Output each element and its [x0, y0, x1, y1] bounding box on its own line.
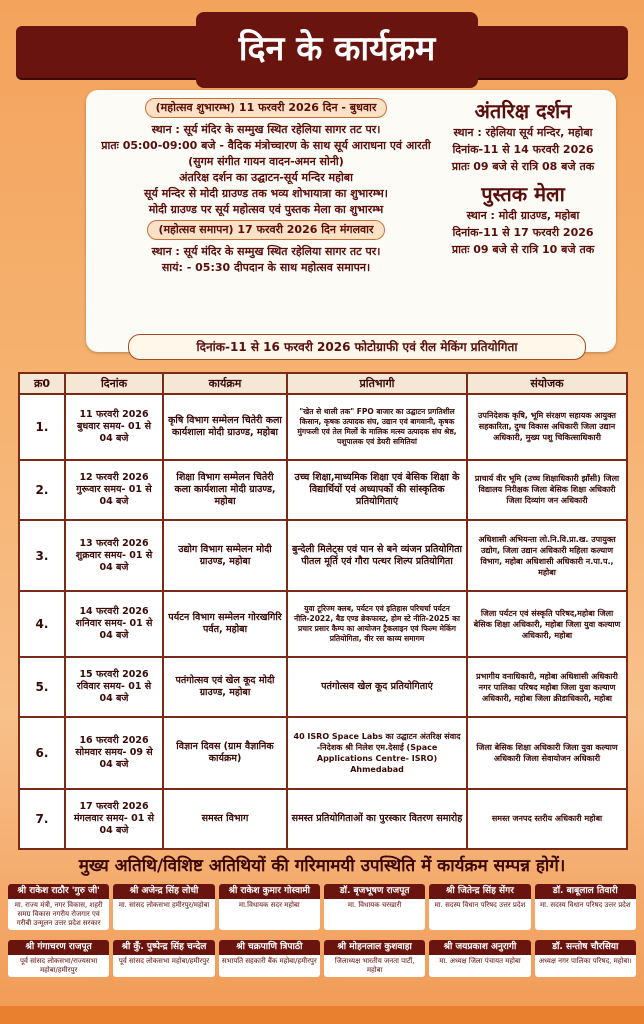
row-participants: पतंगोत्सव खेल कूद प्रतियोगिताएं	[287, 657, 467, 717]
guest-desc: मा. राज्य मंत्री, नगर विकास, शहरी समग्र विकास नगरीय रोजगार एवं गरीबी उन्मूलन उत्तर प्रदेश सरकार	[14, 901, 103, 927]
row-coordinator: समस्त जनपद स्तरीय अधिकारी महोबा	[467, 789, 627, 849]
row-number: 2.	[19, 460, 65, 520]
row-program: पर्यटन विभाग सम्मेलन गोरखगिरि पर्वत, महोबा	[163, 591, 287, 657]
side-events-block	[434, 98, 612, 258]
table-row	[19, 394, 627, 460]
guest-card	[429, 884, 530, 930]
guest-name: श्री कुँ. पुष्पेन्द्र सिंह चन्देल	[113, 940, 214, 955]
row-participants: "खेत से थाली तक" FPO बाजार का उद्घाटन प्रगतिशील किसान, कृषक उत्पादक संघ, उद्यान एवं बागवानी, कृषक मुंगफली एवं तेल मिलों के मालिक मत्स्य उत्पादक संघ श्रेष्ठ, पशुपालक एवं डेयरी समितियां	[287, 394, 467, 460]
row-date: 14 फरवरी 2026 शनिवार समय- 01 से 04 बजे	[65, 591, 163, 657]
guest-card	[8, 884, 109, 930]
guest-card	[535, 884, 636, 930]
bottom-bar	[0, 1006, 644, 1024]
closing-line: स्थान : सूर्य मंदिर के सम्मुख स्थित रहेलिया सागर तट पर।	[151, 245, 381, 258]
guest-name: श्री जयप्रकाश अनुरागी	[429, 940, 530, 955]
row-coordinator: जिला पर्यटन एवं संस्कृति परिषद,महोबा जिला बेसिक शिक्षा अधिकारी, महोबा जिला युवा कल्याण अधिकारी, महोबा	[467, 591, 627, 657]
guest-desc: पूर्व सांसद लोकसभा महोबा/हमीरपुर	[118, 957, 210, 965]
schedule-table	[18, 372, 628, 850]
row-program: उद्योग विभाग सम्मेलन मोदी ग्राउण्ड, महोबा	[163, 520, 287, 592]
row-date: 16 फरवरी 2026 सोमवार समय- 09 से 04 बजे	[65, 717, 163, 789]
row-participants: उच्च शिक्षा,माध्यमिक शिक्षा एवं बेसिक शिक्षा के विद्यार्थियों एवं अध्यापकों की सांस्कृतिक प्रतियोगिताएं	[287, 460, 467, 520]
guests-heading: मुख्य अतिथि/विशिष्ट अतिथियों की गरिमामयी उपस्थिति में कार्यक्रम सम्पन्न होगें।	[78, 856, 566, 876]
guest-desc: मा. सदस्य विधान परिषद उत्तर प्रदेश	[539, 901, 631, 909]
row-coordinator: उपनिदेशक कृषि, भूमि संरक्षण सहायक आयुक्त सहकारिता, दुग्ध विकास अधिकारी जिला उद्यान अधिकारी, मुख्य पशु चिकित्साधिकारी	[467, 394, 627, 460]
guest-card	[113, 884, 214, 930]
opening-pill: (महोत्सव शुभारम्भ) 11 फरवरी 2026 दिन - बुधवार	[145, 98, 388, 118]
row-number: 3.	[19, 520, 65, 592]
guest-desc: मा. अध्यक्ष जिला पंचायत महोबा	[439, 957, 521, 965]
row-coordinator: प्रभागीय वनाधिकारी, महोबा अधिशासी अधिकारी नगर पालिका परिषद महोबा जिला युवा कल्याण अधिकारी, महोबा जिला क्रीडाधिकारी, महोबा	[467, 657, 627, 717]
guests-row-1	[8, 884, 636, 930]
space-heading: अंतरिक्ष दर्शन	[474, 99, 572, 123]
guest-desc: सभापति सहकारी बैंक महोबा/हमीरपुर	[221, 957, 317, 965]
guest-desc: मा. सांसद लोकसभा हमीरपुर/महोबा	[118, 901, 210, 909]
book-line: दिनांक-11 से 17 फरवरी 2026	[452, 226, 594, 239]
row-participants: 40 ISRO Space Labs का उद्घाटन अंतरिक्ष संवाद -निदेशक श्री निलेश एम.देसाई (Space Applications Centre- ISRO) Ahmedabad	[287, 717, 467, 789]
row-date: 11 फरवरी 2026 बुधवार समय- 01 से 04 बजे	[65, 394, 163, 460]
guest-name: डॉ. सन्तोष चौरसिया	[535, 940, 636, 955]
col-header: कार्यक्रम	[163, 373, 287, 394]
row-number: 5.	[19, 657, 65, 717]
opening-closing-block	[96, 96, 436, 276]
space-line: स्थान : रहेलिया सूर्य मन्दिर, महोबा	[453, 126, 593, 139]
row-date: 12 फरवरी 2026 गुरूवार समय- 01 से 04 बजे	[65, 460, 163, 520]
table-row	[19, 460, 627, 520]
row-date: 13 फरवरी 2026 शुक्रवार समय- 01 से 04 बजे	[65, 520, 163, 592]
space-line: दिनांक-11 से 14 फरवरी 2026	[452, 143, 594, 156]
row-participants: बुन्देली मिलेट्स एवं पान से बने व्यंजन प्रतियोगिता पीतल मूर्ति एवं गौरा पत्थर शिल्प प्रतियोगिता	[287, 520, 467, 592]
guest-name: श्री जितेन्द्र सिंह सेंगर	[429, 884, 530, 899]
col-header: क्र0	[19, 373, 65, 394]
space-line: प्रातः 09 बजे से रात्रि 08 बजे तक	[451, 160, 595, 173]
col-header: प्रतिभागी	[287, 373, 467, 394]
row-participants: युवा टूरिज्म क्लब, पर्यटन एवं इतिहास परिचर्चा पर्यटन नीति-2022, बैड एण्ड ब्रेकफास्ट, होम स्टे नीति-2025 का प्रचार प्रसार कैम्प का आयोजन ट्रैकलाइन एवं फिल्म मेकिंग प्रतियोगिता, वीर रस काव्य समागम	[287, 591, 467, 657]
page-title: दिन के कार्यक्रम	[238, 29, 436, 69]
guest-card	[8, 940, 109, 977]
guest-name: श्री चक्रपाणि त्रिपाठी	[219, 940, 320, 955]
row-program: कृषि विभाग सम्मेलन चितेरी कला कार्यशाला मोदी ग्राउण्ड, महोबा	[163, 394, 287, 460]
guest-name: श्री अजेन्द्र सिंह लोधी	[113, 884, 214, 899]
row-program: शिक्षा विभाग सम्मेलन चितेरी कला कार्यशाला मोदी ग्राउण्ड, महोबा	[163, 460, 287, 520]
guest-desc: मा. सदस्य विधान परिषद उत्तर प्रदेश	[434, 901, 526, 909]
row-number: 1.	[19, 394, 65, 460]
guest-name: श्री मोहनलाल कुशवाहा	[324, 940, 425, 955]
row-program: समस्त विभाग	[163, 789, 287, 849]
closing-pill: (महोत्सव समापन) 17 फरवरी 2026 दिन मंगलवार	[147, 220, 384, 240]
book-line: प्रातः 09 बजे से रात्रि 10 बजे तक	[451, 243, 595, 256]
guest-desc: मा.विधायक सदर महोबा	[238, 901, 300, 909]
guest-card	[324, 884, 425, 930]
opening-line: मोदी ग्राउण्ड पर सूर्य महोत्सव एवं पुस्तक मेला का शुभारम्भ	[148, 203, 384, 216]
guest-card	[219, 884, 320, 930]
title-ribbon	[16, 26, 628, 78]
row-date: 17 फरवरी 2026 मंगलवार समय- 01 से 04 बजे	[65, 789, 163, 849]
table-row	[19, 520, 627, 592]
col-header: दिनांक	[65, 373, 163, 394]
guests-row-2	[8, 940, 636, 977]
table-row	[19, 789, 627, 849]
opening-line: सूर्य मन्दिर से मोदी ग्राउण्ड तक भव्य शोभायात्रा का शुभारम्भ।	[144, 187, 388, 200]
guest-name: श्री गंगाचरण राजपूत	[8, 940, 109, 955]
table-row	[19, 717, 627, 789]
table-row	[19, 591, 627, 657]
opening-line: स्थान : सूर्य मंदिर के सम्मुख स्थित रहेलिया सागर तट पर।	[151, 123, 381, 136]
guest-card	[324, 940, 425, 977]
guest-card	[219, 940, 320, 977]
row-program: पतंगोत्सव एवं खेल कूद मोदी ग्राउण्ड, महोबा	[163, 657, 287, 717]
book-heading: पुस्तक मेला	[481, 182, 565, 206]
col-header: संयोजक	[467, 373, 627, 394]
guest-desc: मा. विधायक चरखारी	[347, 901, 402, 909]
closing-line: सायं: - 05:30 दीपदान के साथ महोत्सव समापन।	[161, 261, 371, 274]
photo-competition-banner: दिनांक-11 से 16 फरवरी 2026 फोटोग्राफी एवं रील मेकिंग प्रतियोगिता	[128, 334, 586, 360]
guest-name: श्री राकेश कुमार गोस्वामी	[219, 884, 320, 899]
table-row	[19, 657, 627, 717]
row-program: विज्ञान दिवस (ग्राम वैज्ञानिक कार्यक्रम)	[163, 717, 287, 789]
event-info-box	[86, 90, 616, 352]
guest-name: डॉ. बृजभूषण राजपूत	[324, 884, 425, 899]
row-number: 7.	[19, 789, 65, 849]
opening-line: (सुगम संगीत गायन वादन-अमन सोनी)	[188, 155, 344, 168]
row-date: 15 फरवरी 2026 रविवार समय- 01 से 04 बजे	[65, 657, 163, 717]
guest-card	[429, 940, 530, 977]
guest-desc: पूर्व सांसद लोकसभा/राज्यसभा महोबा/हमीरपुर	[20, 957, 98, 974]
guest-desc: अध्यक्ष नगर पालिका परिषद, महोबा।	[538, 957, 632, 965]
guest-card	[113, 940, 214, 977]
book-line: स्थान : मोदी ग्राउण्ड, महोबा	[466, 209, 580, 222]
row-coordinator: अधिशासी अभियन्ता लो.नि.वि.प्रा.ख. उपायुक्त उद्योग, जिला उद्यान अधिकारी महिला कल्याण विभाग, महोबा अधिशासी अधिकारी न.पा.प., महोबा	[467, 520, 627, 592]
guest-name: श्री राकेश राठौर 'गुरु जी'	[8, 884, 109, 899]
table-header-row	[19, 373, 627, 394]
guest-card	[535, 940, 636, 977]
row-number: 6.	[19, 717, 65, 789]
guest-name: डॉ. बाबूलाल तिवारी	[535, 884, 636, 899]
row-number: 4.	[19, 591, 65, 657]
opening-line: प्रातः 05:00-09:00 बजे - वैदिक मंत्रोच्चारण के साथ सूर्य आराधना एवं आरती	[101, 139, 431, 152]
row-coordinator: प्राचार्य वीर भूमि (उच्च शिक्षाधिकारी झाँसी) जिला विद्यालय निरीक्षक जिला बेसिक शिक्षा अधिकारी जिला दिव्यांग जन अधिकारी	[467, 460, 627, 520]
guest-desc: जिलाध्यक्ष भारतीय जनता पार्टी, महोबा	[334, 957, 415, 974]
row-participants: समस्त प्रतियोगिताओं का पुरस्कार वितरण समारोह	[287, 789, 467, 849]
opening-line: अंतरिक्ष दर्शन का उद्घाटन-सूर्य मन्दिर महोबा	[179, 171, 353, 184]
row-coordinator: जिला बेसिक शिक्षा अधिकारी जिला युवा कल्याण अधिकारी जिला सेवायोजन अधिकारी	[467, 717, 627, 789]
